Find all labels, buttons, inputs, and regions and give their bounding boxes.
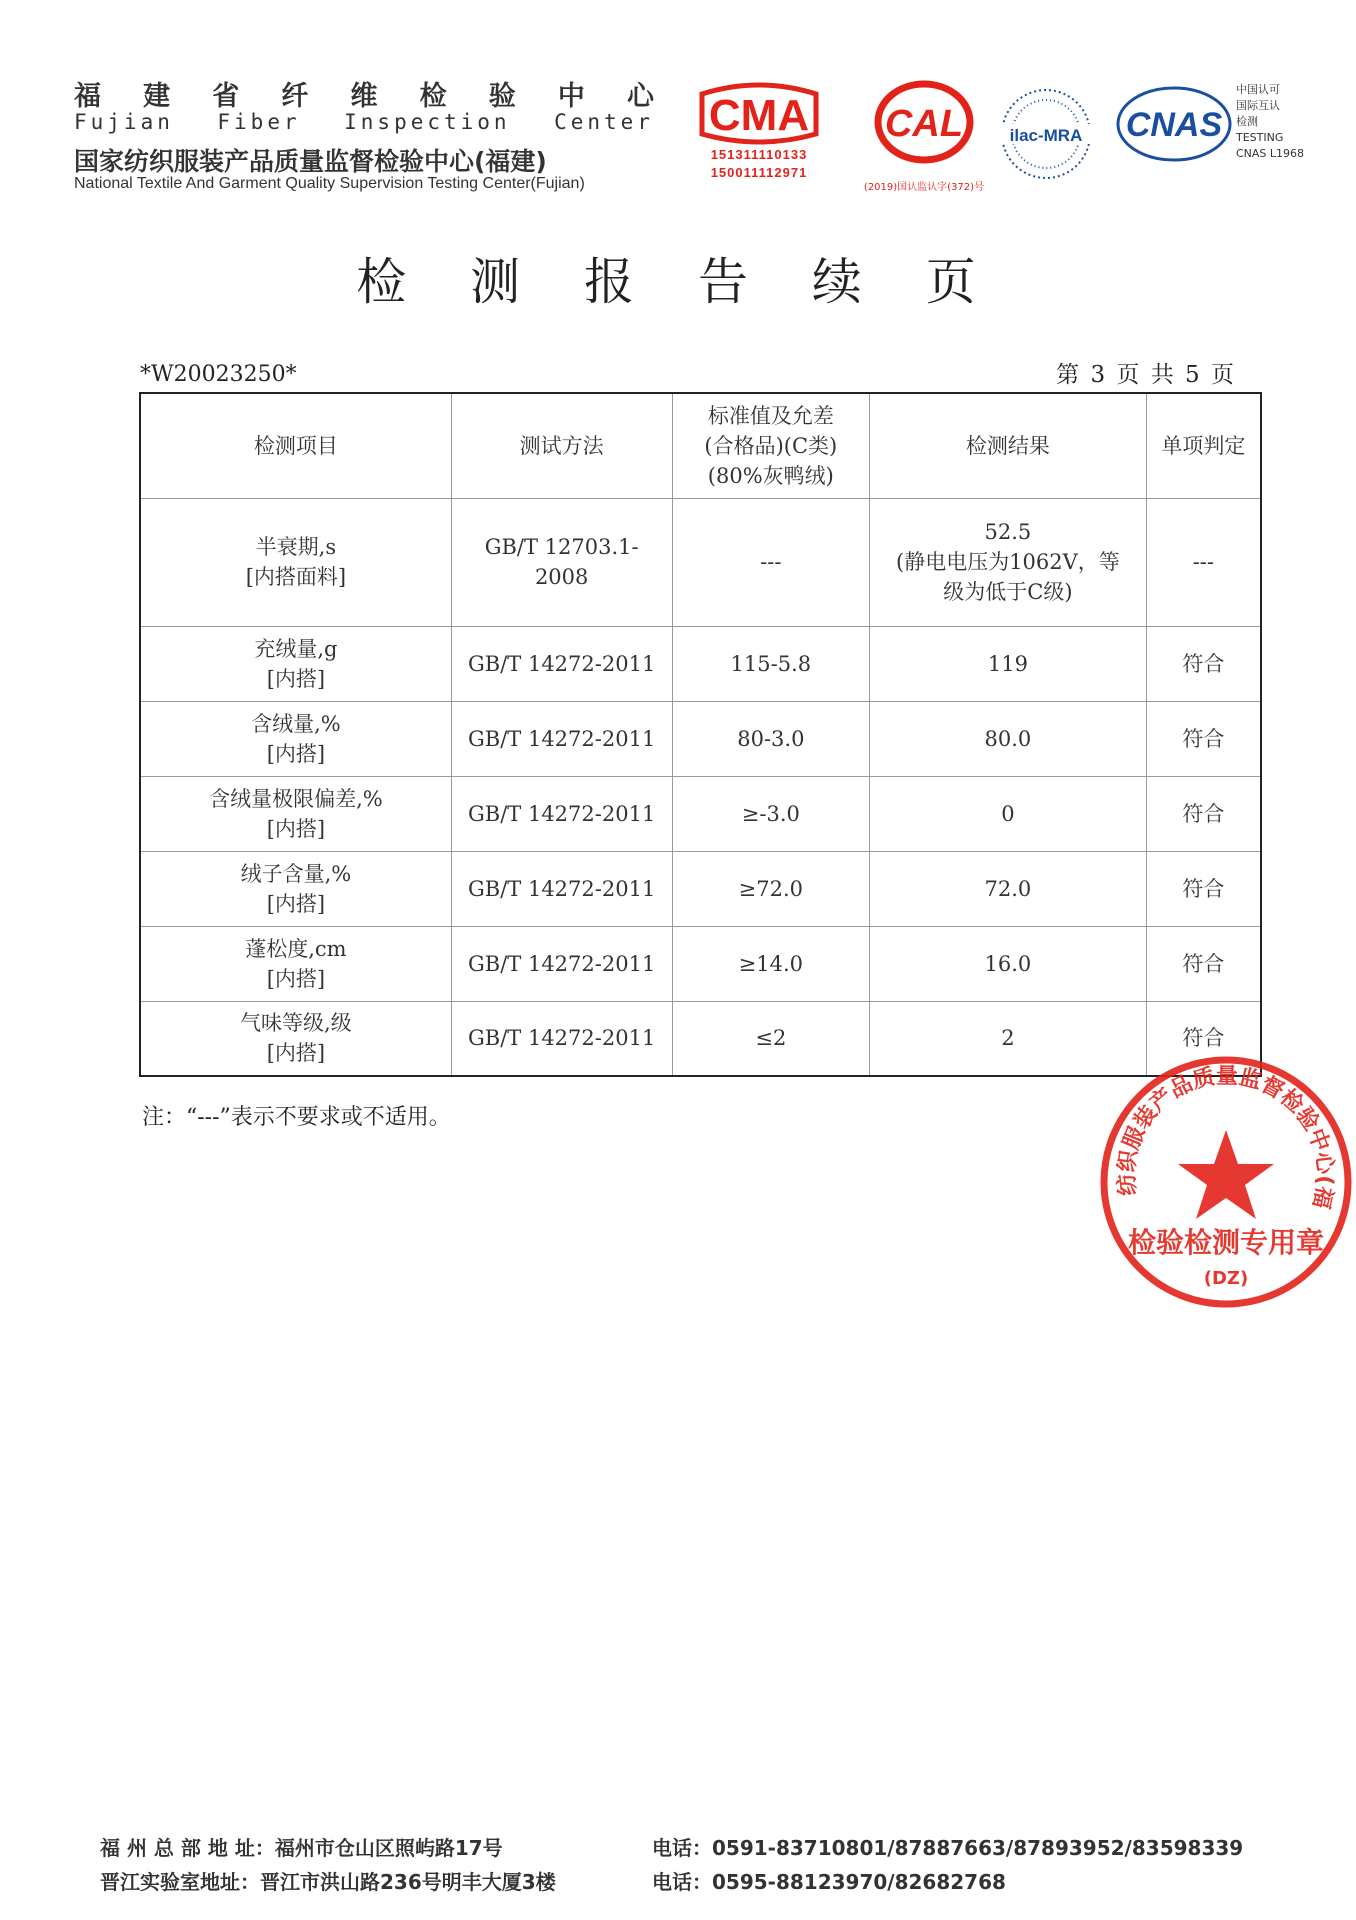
method-cell: GB/T 12703.1- 2008 bbox=[451, 498, 672, 626]
svg-text:检验检测专用章: 检验检测专用章 bbox=[1127, 1226, 1325, 1259]
result-cell: 0 bbox=[870, 776, 1147, 851]
method-cell: GB/T 14272-2011 bbox=[451, 626, 672, 701]
table-note: 注：“---”表示不要求或不适用。 bbox=[142, 1105, 451, 1130]
standard-cell: 115-5.8 bbox=[672, 626, 870, 701]
cal-logo bbox=[854, 80, 994, 200]
hq-phone: 电话：0591-83710801/87887663/87893952/83598339 bbox=[652, 1836, 1244, 1860]
result-cell: 2 bbox=[870, 1001, 1147, 1076]
standard-cell: ≤2 bbox=[672, 1001, 870, 1076]
standard-cell: ≥72.0 bbox=[672, 851, 870, 926]
header-judgement: 单项判定 bbox=[1146, 393, 1261, 498]
item-cell: 含绒量极限偏差,% [内搭] bbox=[140, 776, 451, 851]
report-title: 检 测 报 告 续 页 bbox=[356, 253, 1000, 311]
table-row bbox=[140, 926, 1261, 1001]
table-row bbox=[140, 1001, 1261, 1076]
table-row bbox=[140, 851, 1261, 926]
item-cell: 充绒量,g [内搭] bbox=[140, 626, 451, 701]
judgement-cell: --- bbox=[1146, 498, 1261, 626]
letterhead bbox=[74, 74, 1334, 204]
header-item: 检测项目 bbox=[140, 393, 451, 498]
table-header-row bbox=[140, 393, 1261, 498]
standard-cell: 80-3.0 bbox=[672, 701, 870, 776]
results-table bbox=[139, 392, 1262, 1077]
svg-text:(DZ): (DZ) bbox=[1203, 1268, 1249, 1289]
svg-text:CNAS: CNAS bbox=[1125, 106, 1223, 144]
judgement-cell: 符合 bbox=[1146, 1001, 1261, 1076]
result-cell: 52.5 (静电电压为1062V，等 级为低于C级) bbox=[870, 498, 1147, 626]
table-row bbox=[140, 701, 1261, 776]
item-cell: 含绒量,% [内搭] bbox=[140, 701, 451, 776]
result-cell: 72.0 bbox=[870, 851, 1147, 926]
method-cell: GB/T 14272-2011 bbox=[451, 701, 672, 776]
header-result: 检测结果 bbox=[870, 393, 1147, 498]
table-row bbox=[140, 498, 1261, 626]
cal-caption: (2019)国认监认字(372)号 bbox=[863, 182, 985, 193]
header-method: 测试方法 bbox=[451, 393, 672, 498]
result-cell: 119 bbox=[870, 626, 1147, 701]
lab-address: 晋江实验室地址：晋江市洪山路236号明丰大厦3楼 bbox=[100, 1870, 556, 1894]
standard-cell: --- bbox=[672, 498, 870, 626]
national-center-name-cn: 国家纺织服装产品质量监督检验中心(福建) bbox=[74, 147, 547, 176]
method-cell: GB/T 14272-2011 bbox=[451, 851, 672, 926]
page-indicator: 第 3 页 共 5 页 bbox=[1056, 362, 1236, 388]
method-cell: GB/T 14272-2011 bbox=[451, 926, 672, 1001]
svg-text:CMA: CMA bbox=[708, 91, 810, 140]
judgement-cell: 符合 bbox=[1146, 701, 1261, 776]
header-standard: 标准值及允差 (合格品)(C类) (80%灰鸭绒) bbox=[672, 393, 870, 498]
cnas-logo bbox=[1114, 84, 1234, 164]
cnas-side-text: 中国认可 国际互认 检测 TESTING CNAS L1968 bbox=[1236, 83, 1305, 160]
item-cell: 绒子含量,% [内搭] bbox=[140, 851, 451, 926]
official-seal-stamp bbox=[1096, 1052, 1356, 1312]
result-cell: 16.0 bbox=[870, 926, 1147, 1001]
svg-text:ilac-MRA: ilac-MRA bbox=[1009, 126, 1083, 145]
item-cell: 半衰期,s [内搭面料] bbox=[140, 498, 451, 626]
judgement-cell: 符合 bbox=[1146, 851, 1261, 926]
svg-text:国家纺织服装产品质量监督检验中心(福建): 纺织服装产品质量监督检验中心(福 bbox=[1114, 1064, 1338, 1211]
standard-cell: ≥14.0 bbox=[672, 926, 870, 1001]
judgement-cell: 符合 bbox=[1146, 776, 1261, 851]
method-cell: GB/T 14272-2011 bbox=[451, 1001, 672, 1076]
item-cell: 蓬松度,cm [内搭] bbox=[140, 926, 451, 1001]
item-cell: 气味等级,级 [内搭] bbox=[140, 1001, 451, 1076]
report-number: *W20023250* bbox=[140, 362, 297, 387]
footer bbox=[100, 1832, 1300, 1900]
national-center-name-en: National Textile And Garment Quality Supervision Testing Center(Fujian) bbox=[74, 175, 585, 192]
lab-phone: 电话：0595-88123970/82682768 bbox=[652, 1870, 1006, 1894]
cma-number-2: 150011112971 bbox=[710, 165, 808, 180]
hq-address: 福 州 总 部 地 址：福州市仓山区照屿路17号 bbox=[100, 1836, 503, 1860]
cma-number-1: 151311110133 bbox=[710, 147, 808, 162]
standard-cell: ≥-3.0 bbox=[672, 776, 870, 851]
result-cell: 80.0 bbox=[870, 701, 1147, 776]
table-row bbox=[140, 776, 1261, 851]
judgement-cell: 符合 bbox=[1146, 626, 1261, 701]
cma-logo bbox=[694, 80, 824, 200]
org-name-en: Fujian Fiber Inspection Center bbox=[74, 110, 654, 134]
ilac-mra-logo bbox=[996, 84, 1096, 184]
table-row bbox=[140, 626, 1261, 701]
org-name-cn: 福 建 省 纤 维 检 验 中 心 bbox=[74, 81, 654, 112]
method-cell: GB/T 14272-2011 bbox=[451, 776, 672, 851]
judgement-cell: 符合 bbox=[1146, 926, 1261, 1001]
svg-text:CAL: CAL bbox=[884, 103, 964, 145]
